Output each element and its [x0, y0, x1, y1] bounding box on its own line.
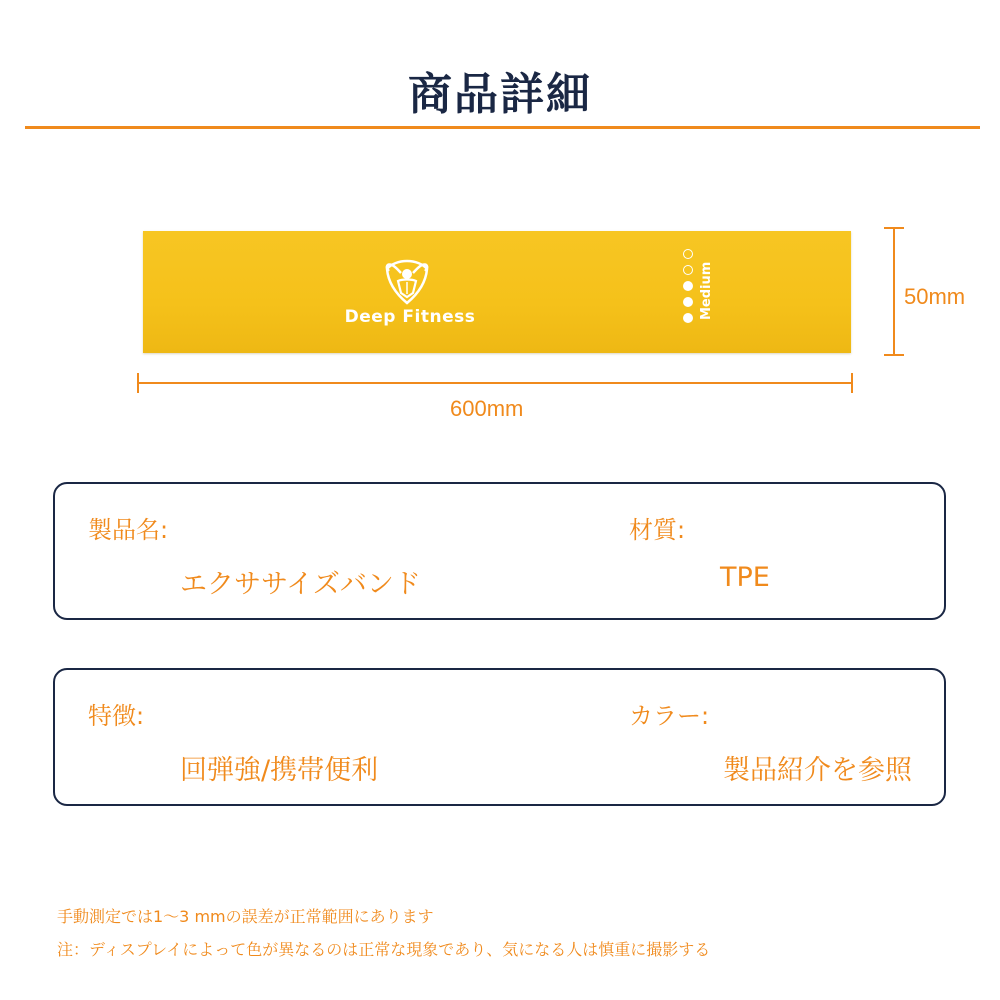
strength-dot-empty: [683, 249, 693, 259]
feature-value: 回弾強/携帯便利: [180, 755, 379, 786]
strength-dot-empty: [683, 265, 693, 275]
brand-name: Deep Fitness: [344, 307, 476, 327]
material-value: TPE: [720, 562, 770, 593]
muscle-man-shield-icon: [381, 257, 433, 307]
height-dimension-label: 50mm: [904, 284, 966, 309]
spec-box-feature-color: [53, 668, 946, 806]
color-value: 製品紹介を参照: [723, 755, 912, 786]
product-band-image: [143, 231, 851, 353]
strength-dot-filled: [683, 313, 693, 323]
width-dimension-line: [138, 382, 852, 384]
product-name-label: 製品名:: [88, 516, 169, 544]
width-dimension-label: 600mm: [450, 396, 524, 421]
width-dimension-cap-right: [851, 373, 853, 393]
height-dimension-cap-top: [884, 227, 904, 229]
material-label: 材質:: [629, 516, 686, 544]
color-label: カラー:: [629, 702, 710, 730]
feature-label: 特徴:: [88, 702, 145, 730]
strength-level-label: Medium: [699, 261, 714, 321]
measurement-note: 手動測定では1～3 mmの誤差が正常範囲にあります: [57, 907, 434, 926]
strength-dot-filled: [683, 281, 693, 291]
title-divider: [25, 126, 980, 129]
page-title: 商品詳細: [408, 69, 592, 120]
height-dimension-line: [893, 228, 895, 355]
product-name-value: エクササイズバンド: [180, 569, 421, 600]
strength-dot-filled: [683, 297, 693, 307]
height-dimension-cap-bottom: [884, 354, 904, 356]
display-color-note: 注：ディスプレイによって色が異なるのは正常な現象であり、気になる人は慎重に撮影する: [57, 940, 711, 959]
spec-box-name-material: [53, 482, 946, 620]
width-dimension-cap-left: [137, 373, 139, 393]
